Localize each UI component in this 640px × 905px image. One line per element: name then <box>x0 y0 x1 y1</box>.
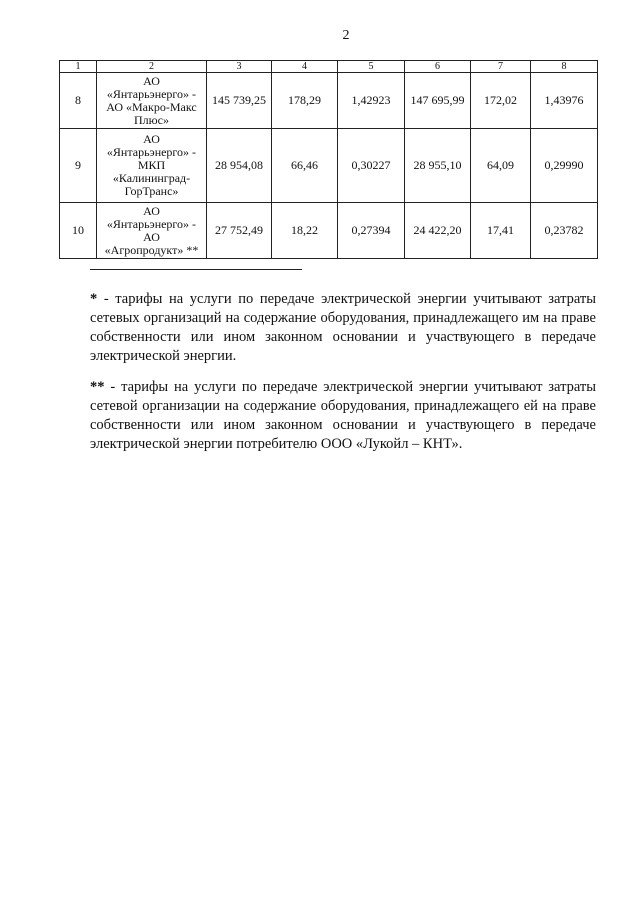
value-cell: 0,29990 <box>531 129 598 203</box>
value-cell: 1,43976 <box>531 73 598 129</box>
footnote-text: - тарифы на услуги по передаче электрической энергии учитывают затраты сетевой организации на содержание оборудования, принадлежащего ей на праве собственности или ином законном основании и участвующего в передаче электрической энергии потребителю ООО «Лукойл – КНТ». <box>90 379 596 452</box>
header-col-5: 5 <box>338 61 405 73</box>
value-cell: 66,46 <box>272 129 338 203</box>
table-row <box>60 73 598 129</box>
name-line: «Янтарьэнерго» - <box>106 145 197 159</box>
value-cell: 172,02 <box>471 73 531 129</box>
footnote-text: - тарифы на услуги по передаче электрической энергии учитывают затраты сетевых организаций на содержание оборудования, принадлежащего им на праве собственности или ином законном основании и участвующего в передаче электрической энергии. <box>90 291 596 364</box>
row-number: 9 <box>60 129 97 203</box>
value-cell: 0,23782 <box>531 203 598 259</box>
organization-name <box>97 73 207 129</box>
header-col-4: 4 <box>272 61 338 73</box>
value-cell: 147 695,99 <box>405 73 471 129</box>
header-col-2: 2 <box>97 61 207 73</box>
row-number: 8 <box>60 73 97 129</box>
value-cell: 24 422,20 <box>405 203 471 259</box>
value-cell: 178,29 <box>272 73 338 129</box>
value-cell: 145 739,25 <box>207 73 272 129</box>
name-line: АО <box>143 203 160 218</box>
value-cell: 64,09 <box>471 129 531 203</box>
value-cell: 1,42923 <box>338 73 405 129</box>
name-line: АО <box>143 132 160 146</box>
name-line: АО <box>143 229 160 244</box>
header-col-6: 6 <box>405 61 471 73</box>
header-col-1: 1 <box>60 61 97 73</box>
footnote-single-asterisk <box>90 290 596 366</box>
header-col-8: 8 <box>531 61 598 73</box>
name-line: Плюс» <box>134 112 169 127</box>
header-col-7: 7 <box>471 61 531 73</box>
page-number: 2 <box>342 28 350 43</box>
table-row <box>60 129 598 203</box>
value-cell: 28 955,10 <box>405 129 471 203</box>
name-line: «Агропродукт» ** <box>104 242 199 257</box>
name-line: АО <box>143 73 160 88</box>
value-cell: 18,22 <box>272 203 338 259</box>
name-line: «Янтарьэнерго» - <box>106 216 197 231</box>
name-line: МКП <box>137 158 166 172</box>
name-line: ГорТранс» <box>124 184 179 198</box>
name-line: «Калининград- <box>112 171 191 185</box>
organization-name <box>97 203 207 259</box>
row-number: 10 <box>60 203 97 259</box>
value-cell: 27 752,49 <box>207 203 272 259</box>
value-cell: 17,41 <box>471 203 531 259</box>
header-col-3: 3 <box>207 61 272 73</box>
tariff-table <box>59 60 598 259</box>
value-cell: 0,30227 <box>338 129 405 203</box>
value-cell: 0,27394 <box>338 203 405 259</box>
footnote-mark: ** <box>90 379 105 395</box>
table-header-row <box>60 61 598 73</box>
value-cell: 28 954,08 <box>207 129 272 203</box>
footnote-separator <box>90 269 302 270</box>
footnote-mark: * <box>90 291 98 307</box>
organization-name <box>97 129 207 203</box>
name-line: АО «Макро-Макс <box>106 99 197 114</box>
footnote-double-asterisk <box>90 378 596 454</box>
table-row <box>60 203 598 259</box>
name-line: «Янтарьэнерго» - <box>106 86 197 101</box>
